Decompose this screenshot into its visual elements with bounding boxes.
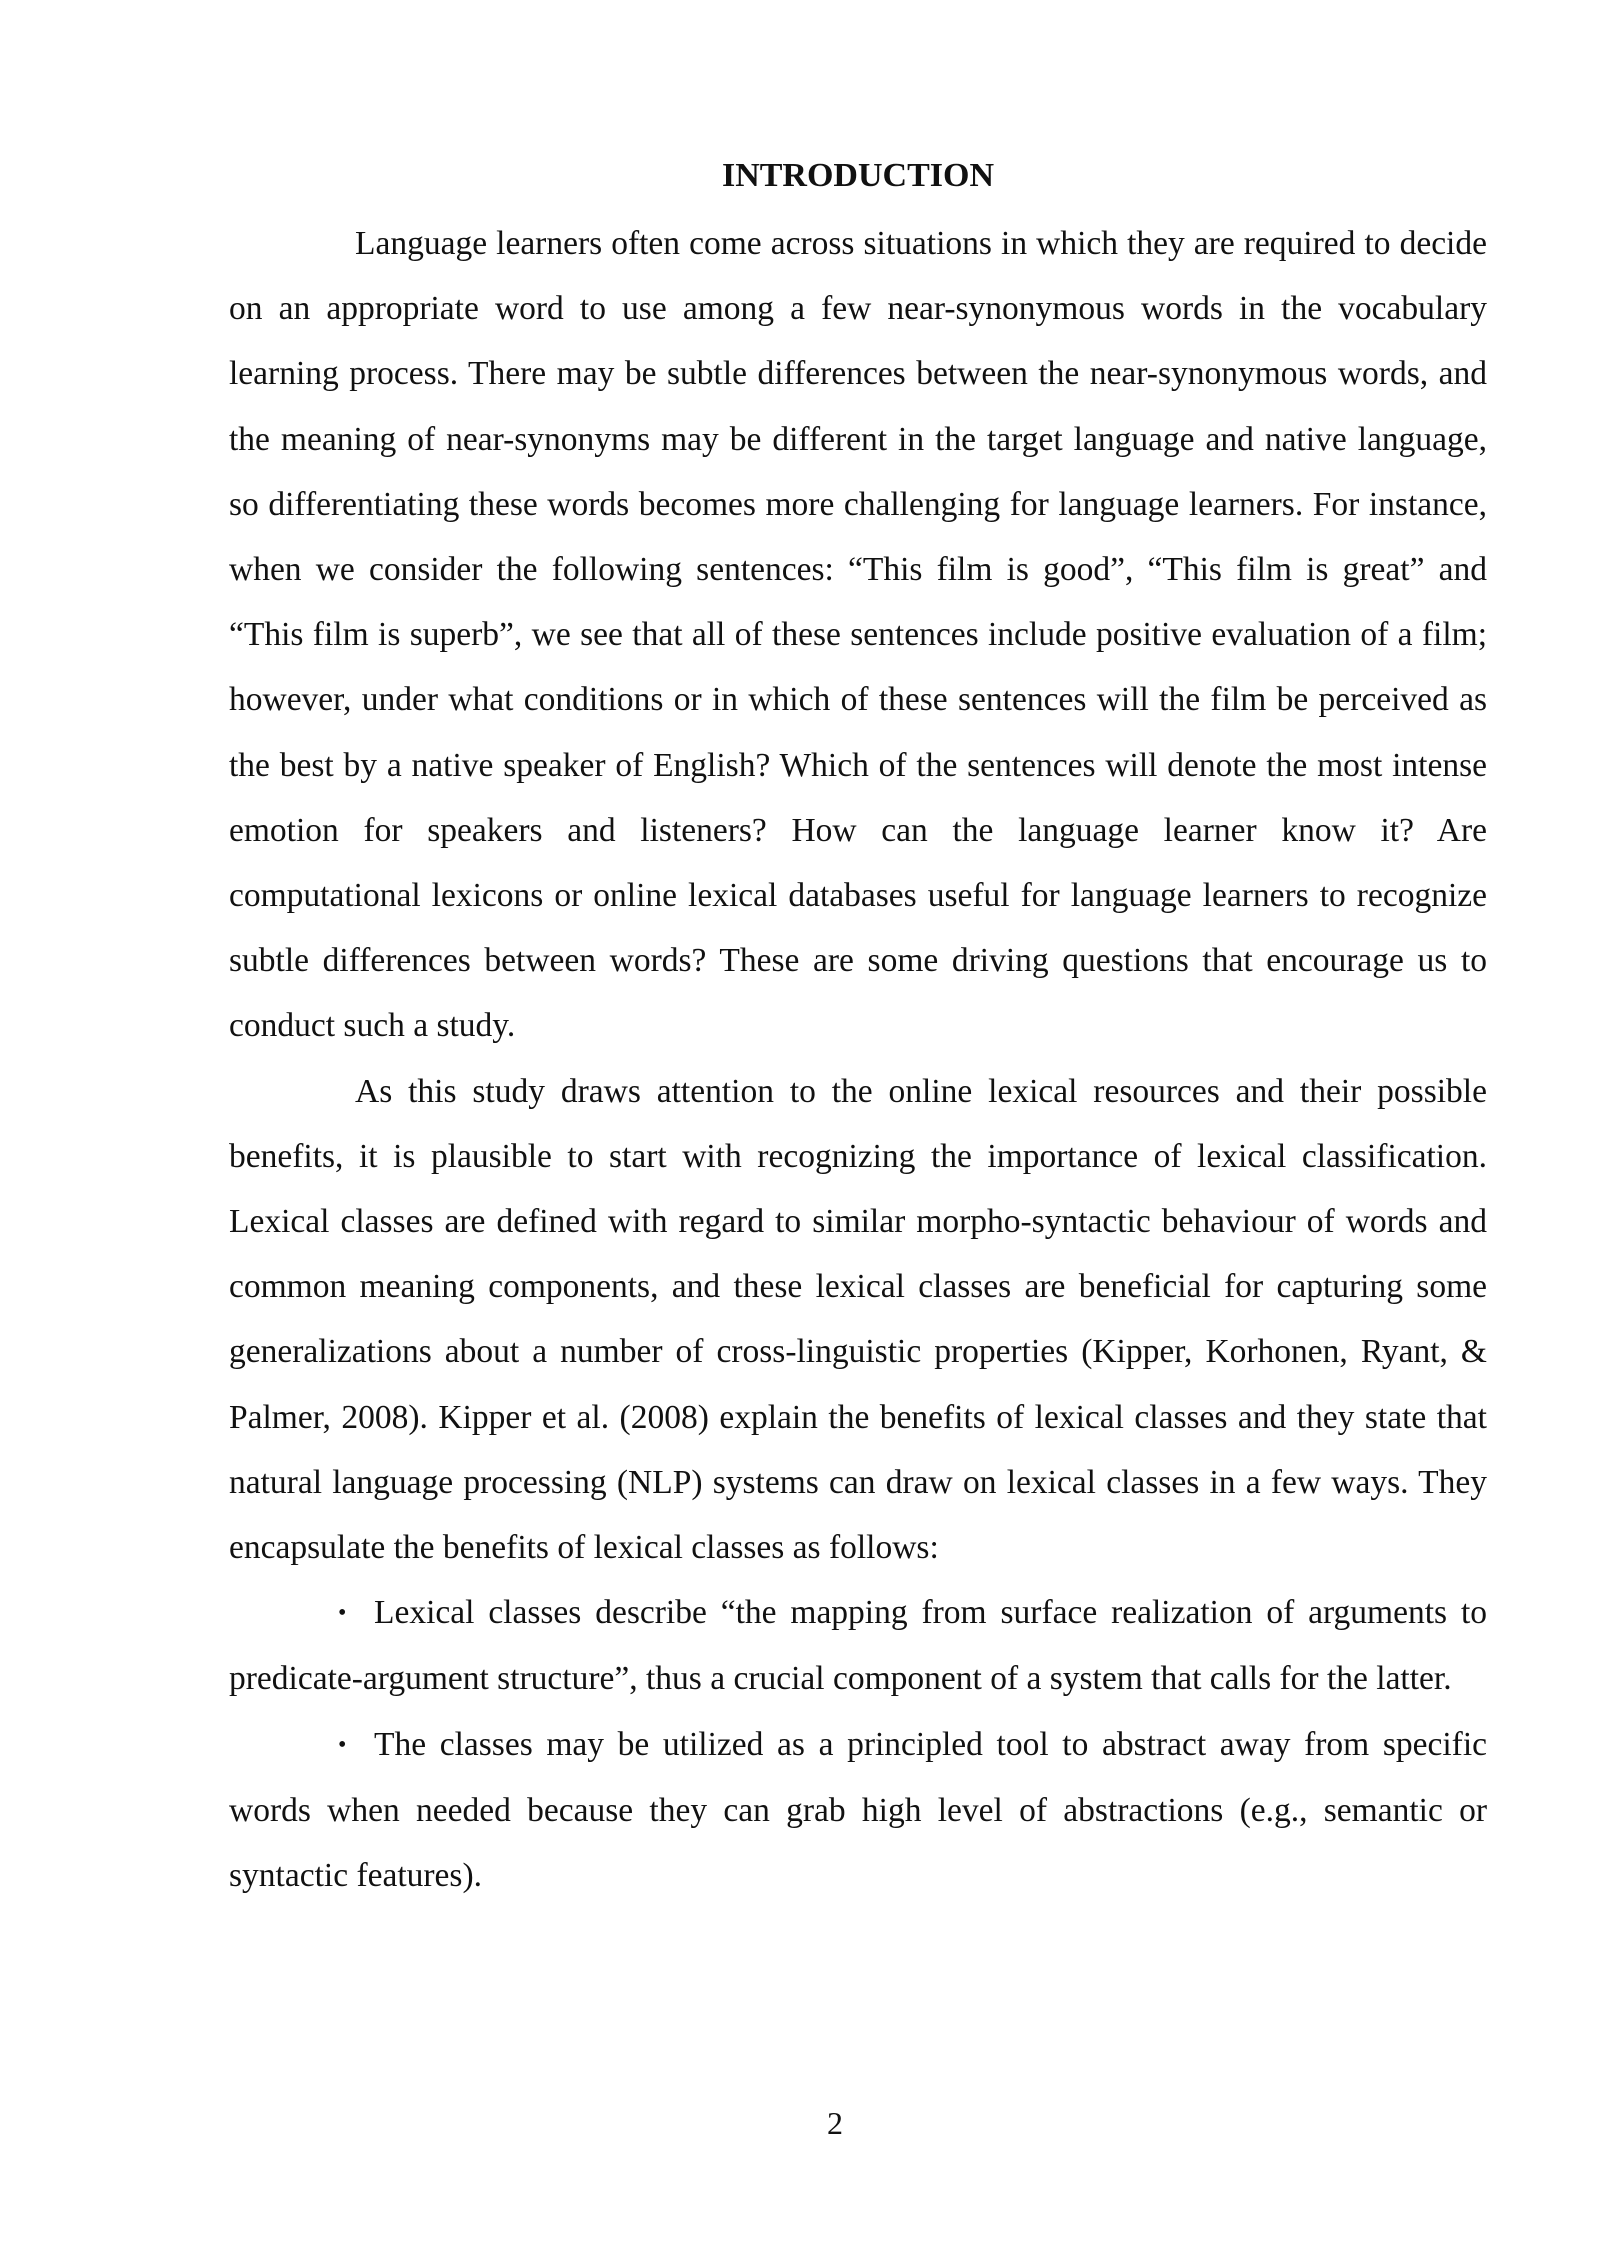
bullet-icon: • [338, 1600, 347, 1627]
bullet-item [229, 1580, 1487, 1711]
page-number: 2 [827, 2105, 843, 2141]
bullet-text: The classes may be utilized as a principled tool to abstract away from specific words when needed because they can grab high level of abstractions (e.g., semantic or syntactic features). [229, 1725, 1487, 1895]
bullet-item [229, 1712, 1487, 1909]
section-heading: INTRODUCTION [721, 157, 995, 194]
bullet-text: Lexical classes describe “the mapping from surface realization of arguments to predicate-argument structure”, thus a crucial component of a system that calls for the latter. [229, 1594, 1487, 1698]
body-paragraph: As this study draws attention to the online lexical resources and their possible benefits, it is plausible to start with recognizing the importance of lexical classification. Lexical classes are defined with regard to similar morpho-syntactic behaviour of words and common meaning components, and these lexical classes are beneficial for capturing some generalizations about a number of cross-linguistic properties (Kipper, Korhonen, Ryant, & Palmer, 2008). Kipper et al. (2008) explain the benefits of lexical classes and they state that natural language processing (NLP) systems can draw on lexical classes in a few ways. They encapsulate the benefits of lexical classes as follows: [229, 1072, 1487, 1567]
bullet-icon: • [338, 1731, 347, 1758]
page-content [229, 146, 1487, 1908]
body-paragraph: Language learners often come across situations in which they are required to decide on an appropriate word to use among a few near-synonymous words in the vocabulary learning process. There may be subtle differences between the near-synonymous words, and the meaning of near-synonyms may be different in the target language and native language, so differentiating these words becomes more challenging for language learners. For instance, when we consider the following sentences: “This film is good”, “This film is great” and “This film is superb”, we see that all of these sentences include positive evaluation of a film; however, under what conditions or in which of these sentences will the film be perceived as the best by a native speaker of English? Which of the sentences will denote the most intense emotion for speakers and listeners? How can the language learner know it? Are computational lexicons or online lexical databases useful for language learners to recognize subtle differences between words? These are some driving questions that encourage us to conduct such a study. [229, 225, 1487, 1045]
